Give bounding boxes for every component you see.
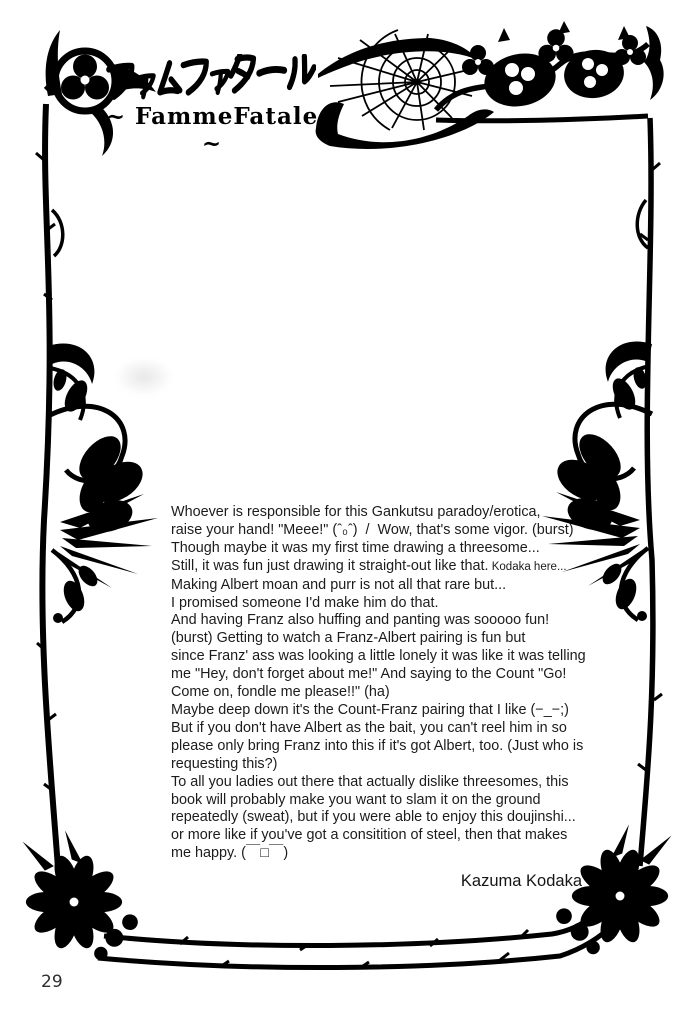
right-border-vine: [637, 118, 662, 866]
afterword-line: repeatedly (sweat), but if you were able to enjoy this doujinshi...: [171, 809, 576, 826]
afterword-line-text: Still, it was fun just drawing it straight-out like that.: [171, 557, 489, 574]
afterword-line: me "Hey, don't forget about me!" And saying to the Count "Go!: [171, 666, 567, 683]
afterword-line: And having Franz also huffing and panting was sooooo fun!: [171, 612, 550, 629]
afterword-line: I promised someone I'd make him do that.: [171, 594, 439, 611]
afterword-line: Making Albert moan and purr is not all that rare but...: [171, 576, 507, 593]
afterword-line: Though maybe it was my first time drawing a threesome...: [171, 539, 540, 556]
afterword-line: But if you don't have Albert as the bait, you can't reel him in so: [171, 719, 567, 736]
left-border-vine: [36, 104, 63, 868]
afterword-line: Come on, fondle me please!!" (ha): [171, 684, 390, 701]
title-katakana-art: [106, 54, 316, 104]
title-romaji: ~ FammeFatale ~: [105, 103, 319, 157]
afterword-line: (burst) Getting to watch a Franz-Albert pairing is fun but: [171, 630, 526, 647]
kodaka-note: Kodaka here...: [488, 560, 567, 573]
afterword-line: or more like if you've got a consitition of steel, then that makes: [171, 827, 568, 844]
afterword-line: Whoever is responsible for this Gankutsu paradoy/erotica,: [171, 504, 541, 520]
afterword-line: [171, 558, 586, 577]
scan-smudge: [115, 358, 173, 396]
afterword-line: me happy. (￣□￣): [171, 845, 289, 862]
afterword-line: raise your hand! "Meee!" (ˆ₀ˆ) / Wow, that's some vigor. (burst): [171, 521, 574, 538]
afterword-line: since Franz' ass was looking a little lonely it was like it was telling: [171, 648, 586, 665]
afterword-line: please only bring Franz into this if it's got Albert, too. (Just who is: [171, 737, 584, 754]
afterword-line: To all you ladies out there that actually dislike threesomes, this: [171, 773, 569, 790]
afterword-line: Maybe deep down it's the Count-Franz pairing that I like (−_−;): [171, 701, 569, 718]
afterword-line: book will probably make you want to slam it on the ground: [171, 791, 541, 808]
afterword-text-block: [171, 504, 586, 863]
page-number: 29: [41, 972, 63, 992]
chrysanthemum-ornament-left: [22, 830, 137, 960]
afterword-line: requesting this?): [171, 755, 278, 772]
bottom-border-vine: [98, 916, 616, 968]
top-border-leaf-scroll: [436, 21, 664, 127]
author-signature: Kazuma Kodaka: [460, 872, 582, 890]
